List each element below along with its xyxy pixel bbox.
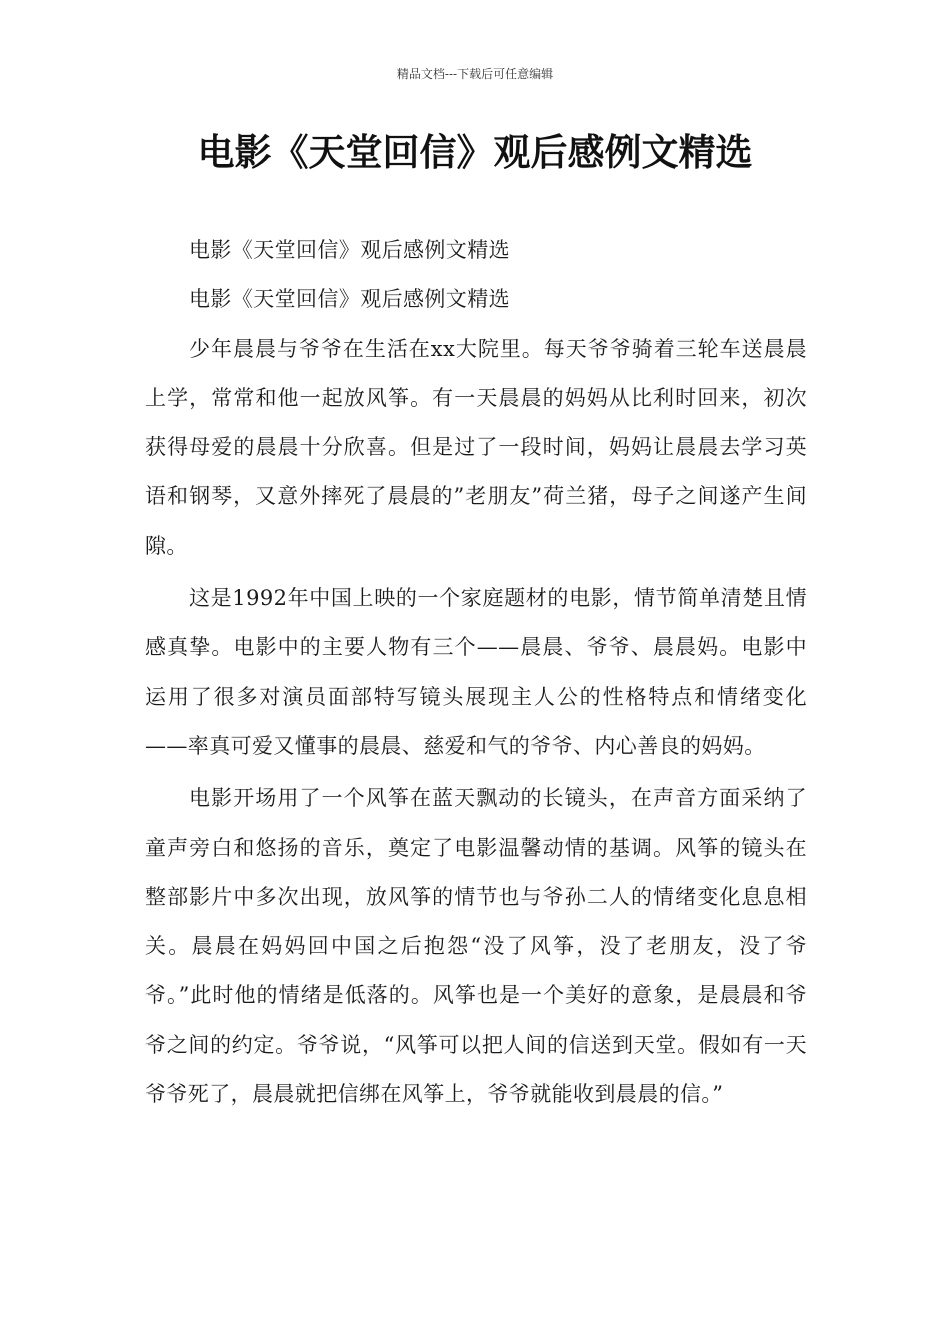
paragraph-kite-analysis: 电影开场用了一个风筝在蓝天飘动的长镜头，在声音方面采纳了童声旁白和悠扬的音乐，奠定了电影温馨动情的基调。风筝的镜头在整部影片中多次出现，放风筝的情节也与爷孙二人的情绪变化息息相关。晨晨在妈妈回中国之后抱怨“没了风筝，没了老朋友，没了爷爷。”此时他的情绪是低落的。风筝也是一个美好的意象，是晨晨和爷爷之间的约定。爷爷说，“风筝可以把人间的信送到天堂。假如有一天爷爷死了，晨晨就把信绑在风筝上，爷爷就能收到晨晨的信。” <box>145 786 807 1107</box>
paragraph-film-overview: 这是1992年中国上映的一个家庭题材的电影，情节简单清楚且情感真挚。电影中的主要人物有三个——晨晨、爷爷、晨晨妈。电影中运用了很多对演员面部特写镜头展现主人公的性格特点和情绪变化——率真可爱又懂事的晨晨、慈爱和气的爷爷、内心善良的妈妈。 <box>145 586 807 758</box>
document-title: 电影《天堂回信》观后感例文精选 <box>197 131 753 174</box>
paragraph-subtitle-1: 电影《天堂回信》观后感例文精选 <box>189 238 510 262</box>
paragraph-subtitle-2: 电影《天堂回信》观后感例文精选 <box>189 287 510 312</box>
paragraph-story-summary: 少年晨晨与爷爷在生活在xx大院里。每天爷爷骑着三轮车送晨晨上学，常常和他一起放风筝。有一天晨晨的妈妈从比利时回来，初次获得母爱的晨晨十分欣喜。但是过了一段时间，妈妈让晨晨去学习英语和钢琴，又意外摔死了晨晨的”老朋友”荷兰猪，母子之间遂产生间隙。 <box>145 336 807 558</box>
document-body <box>145 226 807 1119</box>
header-note: 精品文档---下载后可任意编辑 <box>396 67 554 81</box>
